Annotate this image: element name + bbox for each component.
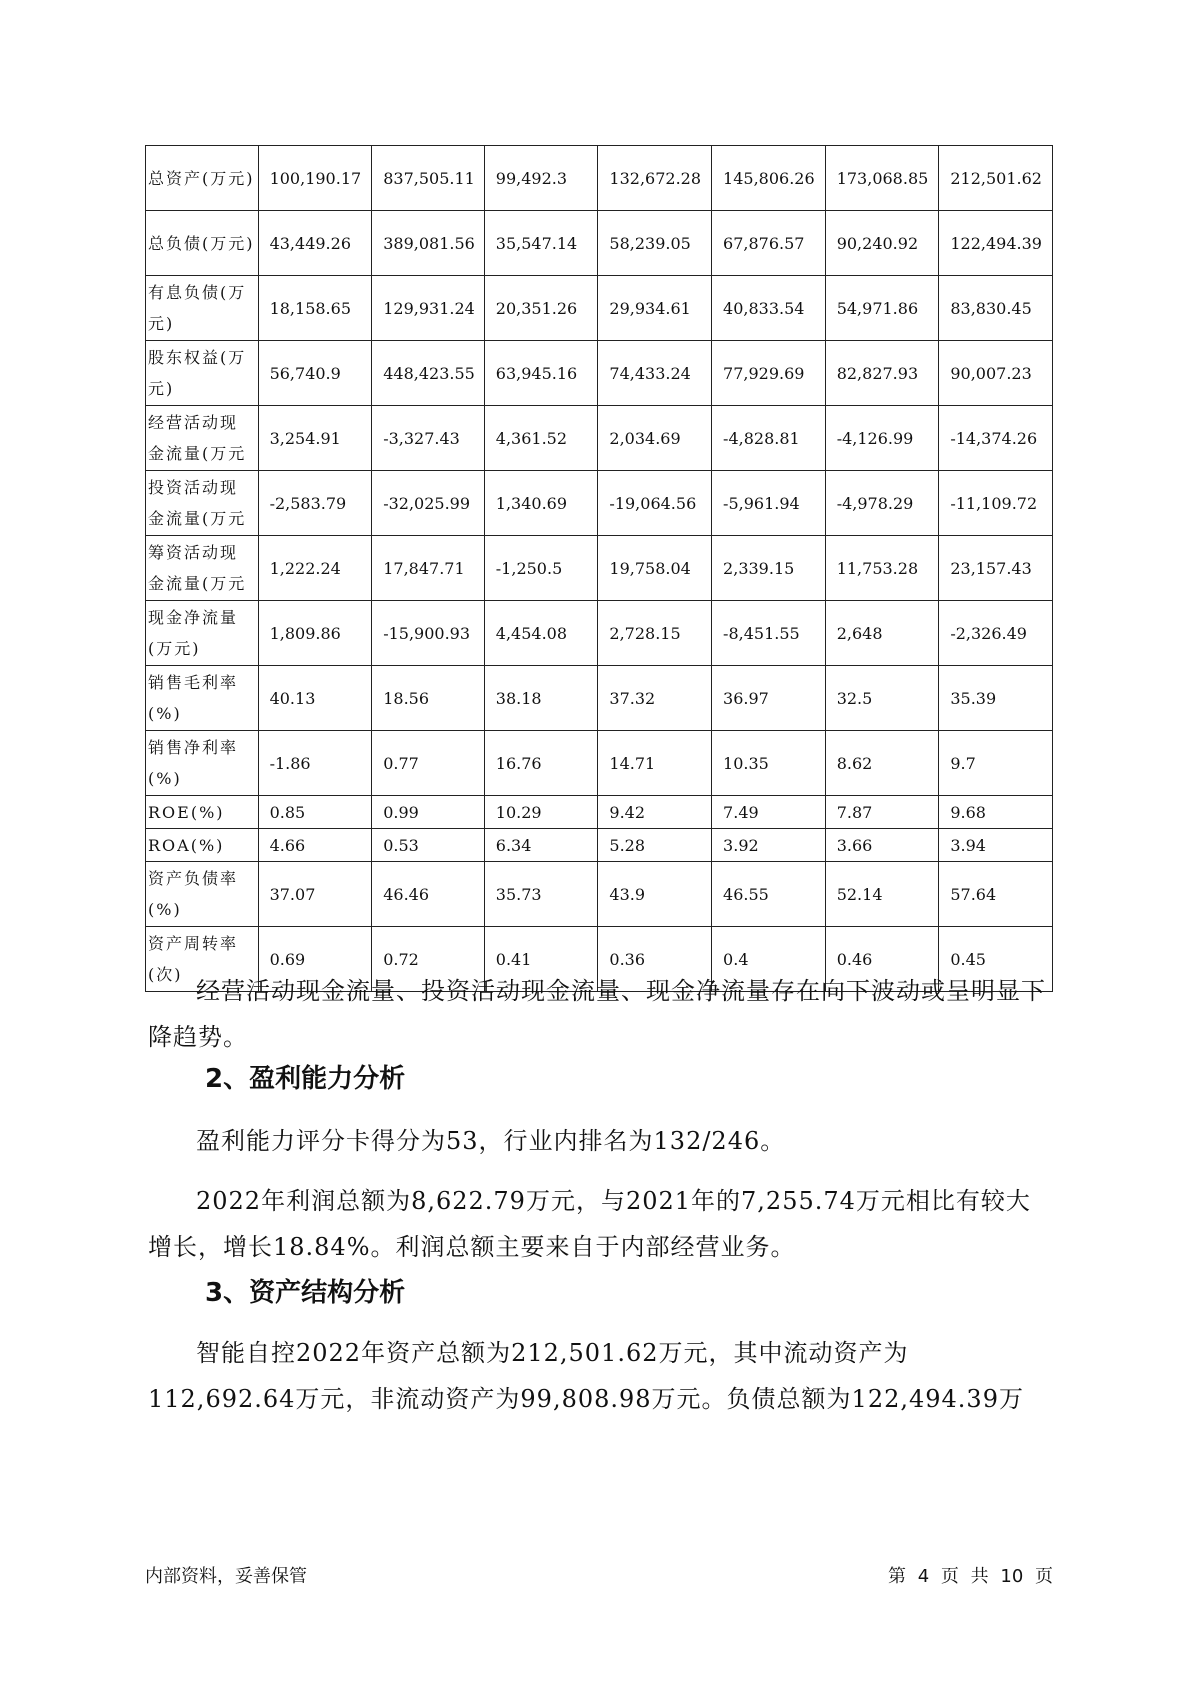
table-cell: 3.66: [825, 829, 939, 862]
table-cell: 173,068.85: [825, 146, 939, 211]
table-cell: 145,806.26: [712, 146, 826, 211]
table-cell: 18.56: [372, 666, 485, 731]
table-cell: 1,222.24: [258, 536, 372, 601]
table-cell: 8.62: [825, 731, 939, 796]
table-row: [146, 829, 1053, 862]
table-row: [146, 796, 1053, 829]
table-cell: 37.32: [598, 666, 712, 731]
table-cell: 56,740.9: [258, 341, 372, 406]
table-cell: 40.13: [258, 666, 372, 731]
table-cell: 11,753.28: [825, 536, 939, 601]
table-cell: 46.46: [372, 862, 485, 927]
table-cell: -19,064.56: [598, 471, 712, 536]
table-cell: 52.14: [825, 862, 939, 927]
table-cell: 10.29: [484, 796, 598, 829]
table-cell: -5,961.94: [712, 471, 826, 536]
table-row: [146, 406, 1053, 471]
table-cell: 19,758.04: [598, 536, 712, 601]
table-cell: 9.7: [939, 731, 1053, 796]
table-cell: 37.07: [258, 862, 372, 927]
table-row: [146, 146, 1053, 211]
table-cell: -4,828.81: [712, 406, 826, 471]
table-cell: 4,361.52: [484, 406, 598, 471]
table-cell: 57.64: [939, 862, 1053, 927]
table-cell: 0.41: [484, 927, 598, 992]
table-cell: 99,492.3: [484, 146, 598, 211]
table-cell: 0.46: [825, 927, 939, 992]
row-label: 资产负债率(%): [146, 862, 259, 927]
table-cell: 18,158.65: [258, 276, 372, 341]
table-cell: 389,081.56: [372, 211, 485, 276]
table-cell: 0.85: [258, 796, 372, 829]
table-cell: 3.94: [939, 829, 1053, 862]
row-label: 筹资活动现金流量(万元: [146, 536, 259, 601]
table-row: [146, 341, 1053, 406]
row-label: ROA(%): [146, 829, 259, 862]
table-cell: 54,971.86: [825, 276, 939, 341]
table-cell: -2,326.49: [939, 601, 1053, 666]
table-cell: 17,847.71: [372, 536, 485, 601]
table-cell: 77,929.69: [712, 341, 826, 406]
footer-page-number: 第 4 页 共 10 页: [888, 1566, 1053, 1587]
table-cell: 63,945.16: [484, 341, 598, 406]
table-cell: 58,239.05: [598, 211, 712, 276]
row-label: 总资产(万元): [146, 146, 259, 211]
table-cell: -11,109.72: [939, 471, 1053, 536]
section-heading-asset-structure: 3、资产结构分析: [205, 1278, 406, 1308]
profit-score-paragraph: 盈利能力评分卡得分为53，行业内排名为132/246。: [196, 1127, 786, 1155]
row-label: 总负债(万元): [146, 211, 259, 276]
table-cell: 122,494.39: [939, 211, 1053, 276]
table-cell: -3,327.43: [372, 406, 485, 471]
table-cell: -4,978.29: [825, 471, 939, 536]
section-heading-profitability: 2、盈利能力分析: [205, 1064, 406, 1094]
table-cell: 40,833.54: [712, 276, 826, 341]
table-row: [146, 276, 1053, 341]
table-cell: 2,339.15: [712, 536, 826, 601]
table-cell: 3.92: [712, 829, 826, 862]
table-row: [146, 601, 1053, 666]
table-cell: 212,501.62: [939, 146, 1053, 211]
financial-indicator-table: [145, 145, 1053, 992]
table-cell: 837,505.11: [372, 146, 485, 211]
table-cell: 32.5: [825, 666, 939, 731]
table-cell: 38.18: [484, 666, 598, 731]
table-row: [146, 536, 1053, 601]
table-cell: 36.97: [712, 666, 826, 731]
table-cell: 9.42: [598, 796, 712, 829]
table-cell: 23,157.43: [939, 536, 1053, 601]
row-label: 经营活动现金流量(万元: [146, 406, 259, 471]
table-cell: 46.55: [712, 862, 826, 927]
table-cell: 2,648: [825, 601, 939, 666]
table-cell: 10.35: [712, 731, 826, 796]
table-cell: 67,876.57: [712, 211, 826, 276]
table-cell: 0.4: [712, 927, 826, 992]
row-label: ROE(%): [146, 796, 259, 829]
table-cell: 43.9: [598, 862, 712, 927]
asset-detail-paragraph: 智能自控2022年资产总额为212,501.62万元，其中流动资产为112,692.64万元，非流动资产为99,808.98万元。负债总额为122,494.39万: [148, 1339, 1024, 1413]
profit-detail-paragraph: 2022年利润总额为8,622.79万元，与2021年的7,255.74万元相比有较大增长，增长18.84%。利润总额主要来自于内部经营业务。: [148, 1187, 1031, 1261]
table-cell: 2,728.15: [598, 601, 712, 666]
table-cell: 43,449.26: [258, 211, 372, 276]
row-label: 资产周转率(次): [146, 927, 259, 992]
table-row: [146, 731, 1053, 796]
row-label: 有息负债(万元): [146, 276, 259, 341]
table-cell: -4,126.99: [825, 406, 939, 471]
table-cell: 0.45: [939, 927, 1053, 992]
table-cell: -1.86: [258, 731, 372, 796]
row-label: 现金净流量(万元): [146, 601, 259, 666]
table-cell: 7.87: [825, 796, 939, 829]
table-cell: 82,827.93: [825, 341, 939, 406]
table-cell: 0.99: [372, 796, 485, 829]
row-label: 销售毛利率(%): [146, 666, 259, 731]
table-cell: 74,433.24: [598, 341, 712, 406]
table-row: [146, 471, 1053, 536]
table-cell: -8,451.55: [712, 601, 826, 666]
table-cell: 83,830.45: [939, 276, 1053, 341]
table-cell: 14.71: [598, 731, 712, 796]
table-row: [146, 211, 1053, 276]
table-cell: 0.36: [598, 927, 712, 992]
row-label: 销售净利率(%): [146, 731, 259, 796]
table-cell: 0.69: [258, 927, 372, 992]
table-cell: 6.34: [484, 829, 598, 862]
row-label: 投资活动现金流量(万元: [146, 471, 259, 536]
table-cell: 448,423.55: [372, 341, 485, 406]
table-row: [146, 862, 1053, 927]
table-cell: 4,454.08: [484, 601, 598, 666]
table-cell: -32,025.99: [372, 471, 485, 536]
table-cell: 0.53: [372, 829, 485, 862]
table-cell: 35,547.14: [484, 211, 598, 276]
table-cell: -14,374.26: [939, 406, 1053, 471]
table-row: [146, 666, 1053, 731]
table-cell: -2,583.79: [258, 471, 372, 536]
table-cell: 1,340.69: [484, 471, 598, 536]
table-cell: 35.73: [484, 862, 598, 927]
table-cell: 132,672.28: [598, 146, 712, 211]
table-cell: 90,240.92: [825, 211, 939, 276]
footer-confidential-note: 内部资料，妥善保管: [145, 1566, 307, 1587]
table-cell: 100,190.17: [258, 146, 372, 211]
table-cell: 4.66: [258, 829, 372, 862]
row-label: 股东权益(万元): [146, 341, 259, 406]
cashflow-note-paragraph: 经营活动现金流量、投资活动现金流量、现金净流量存在向下波动或呈明显下降趋势。: [148, 977, 1046, 1051]
table-cell: -1,250.5: [484, 536, 598, 601]
table-cell: 29,934.61: [598, 276, 712, 341]
table-cell: 2,034.69: [598, 406, 712, 471]
table-cell: 20,351.26: [484, 276, 598, 341]
table-cell: 1,809.86: [258, 601, 372, 666]
table-cell: 129,931.24: [372, 276, 485, 341]
table-cell: -15,900.93: [372, 601, 485, 666]
table-cell: 35.39: [939, 666, 1053, 731]
table-cell: 9.68: [939, 796, 1053, 829]
table-cell: 16.76: [484, 731, 598, 796]
table-cell: 3,254.91: [258, 406, 372, 471]
table-cell: 90,007.23: [939, 341, 1053, 406]
table-cell: 7.49: [712, 796, 826, 829]
table-cell: 0.72: [372, 927, 485, 992]
table-cell: 5.28: [598, 829, 712, 862]
table-cell: 0.77: [372, 731, 485, 796]
